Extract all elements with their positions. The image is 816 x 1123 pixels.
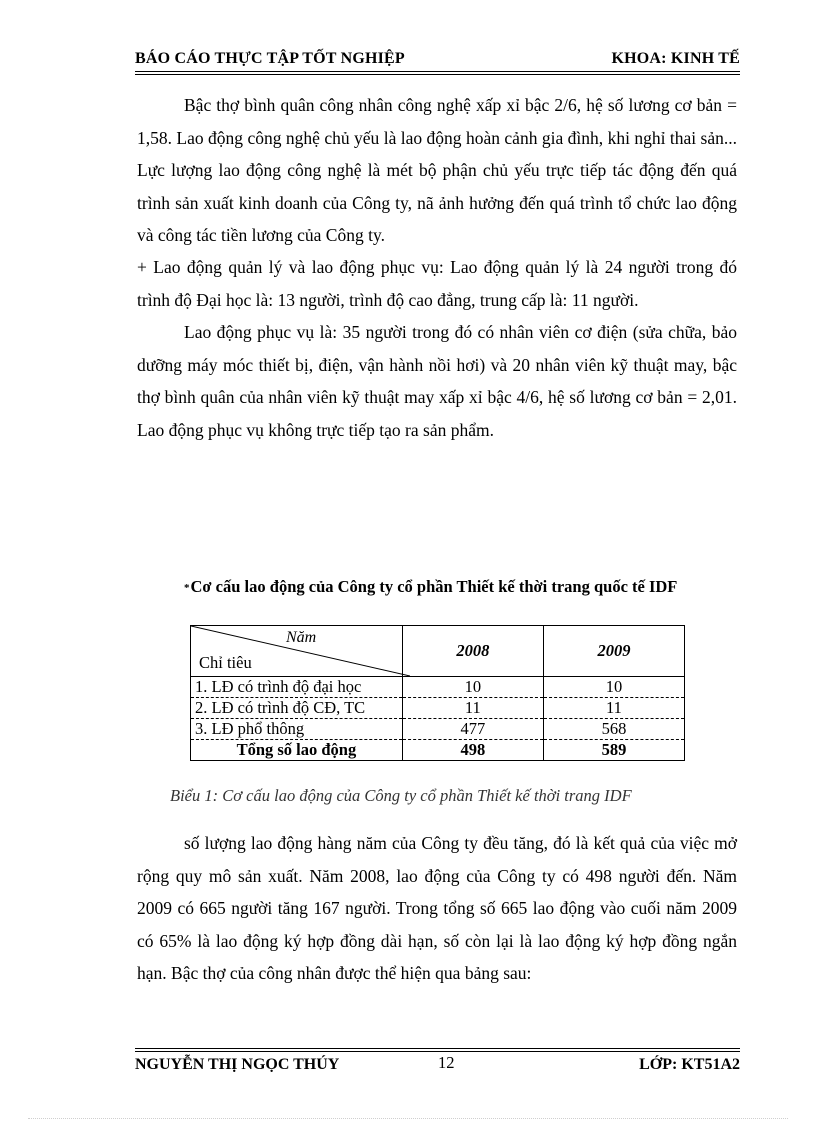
paragraph-1: Bậc thợ bình quân công nhân công nghệ xấp xỉ bậc 2/6, hệ số lương cơ bản = 1,58. Lao động công nghệ chủ yếu là lao động hoàn cảnh gia đình, khi nghỉ thai sản... Lực lượng lao động công nghệ là mét bộ phận chủ yếu trực tiếp tác động đến quá trình sản xuất kinh doanh của Công ty, nã ảnh hưởng đến quá trình tổ chức lao động và công tác tiền lương của Công ty.: [137, 95, 737, 245]
table-header-row: [191, 626, 685, 677]
footer-rule: [135, 1048, 740, 1049]
page-footer: [135, 1053, 740, 1078]
table-caption: Biểu 1: Cơ cấu lao động của Công ty cổ phần Thiết kế thời trang IDF: [170, 786, 632, 805]
header-rule: [135, 74, 740, 75]
row-label: 2. LĐ có trình độ CĐ, TC: [191, 698, 403, 719]
paragraph-2: + Lao động quản lý và lao động phục vụ: Lao động quản lý là 24 người trong đó trình độ Đại học là: 13 người, trình độ cao đẳng, trung cấp là: 11 người.: [137, 257, 737, 310]
table-row: [191, 698, 685, 719]
class-label: LỚP: KT51A2: [639, 1056, 740, 1073]
year-2009-header: 2009: [543, 626, 684, 677]
total-label: Tổng số lao động: [191, 740, 403, 761]
table-row: [191, 677, 685, 698]
value-2008: 10: [402, 677, 543, 698]
paragraph-3: Lao động phục vụ là: 35 người trong đó có nhân viên cơ điện (sửa chữa, bảo dưỡng máy móc thiết bị, điện, vận hành nồi hơi) và 20 nhân viên kỹ thuật may, bậc thợ bình quân của nhân viên kỹ thuật may xấp xỉ bậc 4/6, hệ số lương cơ bản = 2,01. Lao động phục vụ không trực tiếp tạo ra sản phẩm.: [137, 322, 737, 440]
value-2009: 11: [543, 698, 684, 719]
table-row: [191, 719, 685, 740]
paragraph-4: số lượng lao động hàng năm của Công ty đều tăng, đó là kết quả của việc mở rộng quy mô sản xuất. Năm 2008, lao động của Công ty có 498 người đến. Năm 2009 có 665 người tăng 167 người. Trong tổng số 665 lao động vào cuối năm 2009 có 65% là lao động ký hợp đồng dài hạn, số còn lại là lao động ký hợp đồng ngắn hạn. Bậc thợ của công nhân được thể hiện qua bảng sau:: [137, 833, 737, 983]
page-number: 12: [438, 1053, 455, 1072]
department-label: KHOA: KINH TẾ: [611, 50, 740, 67]
value-2008: 477: [402, 719, 543, 740]
page-header: [135, 50, 740, 70]
labor-structure-table: [190, 625, 685, 761]
value-2009: 568: [543, 719, 684, 740]
indicator-header-label: Chỉ tiêu: [199, 653, 252, 672]
report-title: BÁO CÁO THỰC TẬP TỐT NGHIỆP: [135, 50, 405, 67]
author-name: NGUYỄN THỊ NGỌC THÚY: [135, 1056, 340, 1073]
total-2009: 589: [543, 740, 684, 761]
header-corner-cell: [191, 626, 403, 677]
page-edge-dots: [28, 1118, 788, 1119]
year-2008-header: 2008: [402, 626, 543, 677]
value-2008: 11: [402, 698, 543, 719]
title-bullet: *: [184, 582, 190, 594]
total-2008: 498: [402, 740, 543, 761]
row-label: 3. LĐ phổ thông: [191, 719, 403, 740]
table-title-text: Cơ cấu lao động của Công ty cổ phần Thiết kế thời trang quốc tế IDF: [190, 577, 678, 596]
total-row: [191, 740, 685, 761]
value-2009: 10: [543, 677, 684, 698]
row-label: 1. LĐ có trình độ đại học: [191, 677, 403, 698]
header-rule: [135, 71, 740, 72]
table-title: [184, 577, 744, 597]
footer-rule: [135, 1051, 740, 1052]
year-header-label: Năm: [286, 629, 317, 646]
